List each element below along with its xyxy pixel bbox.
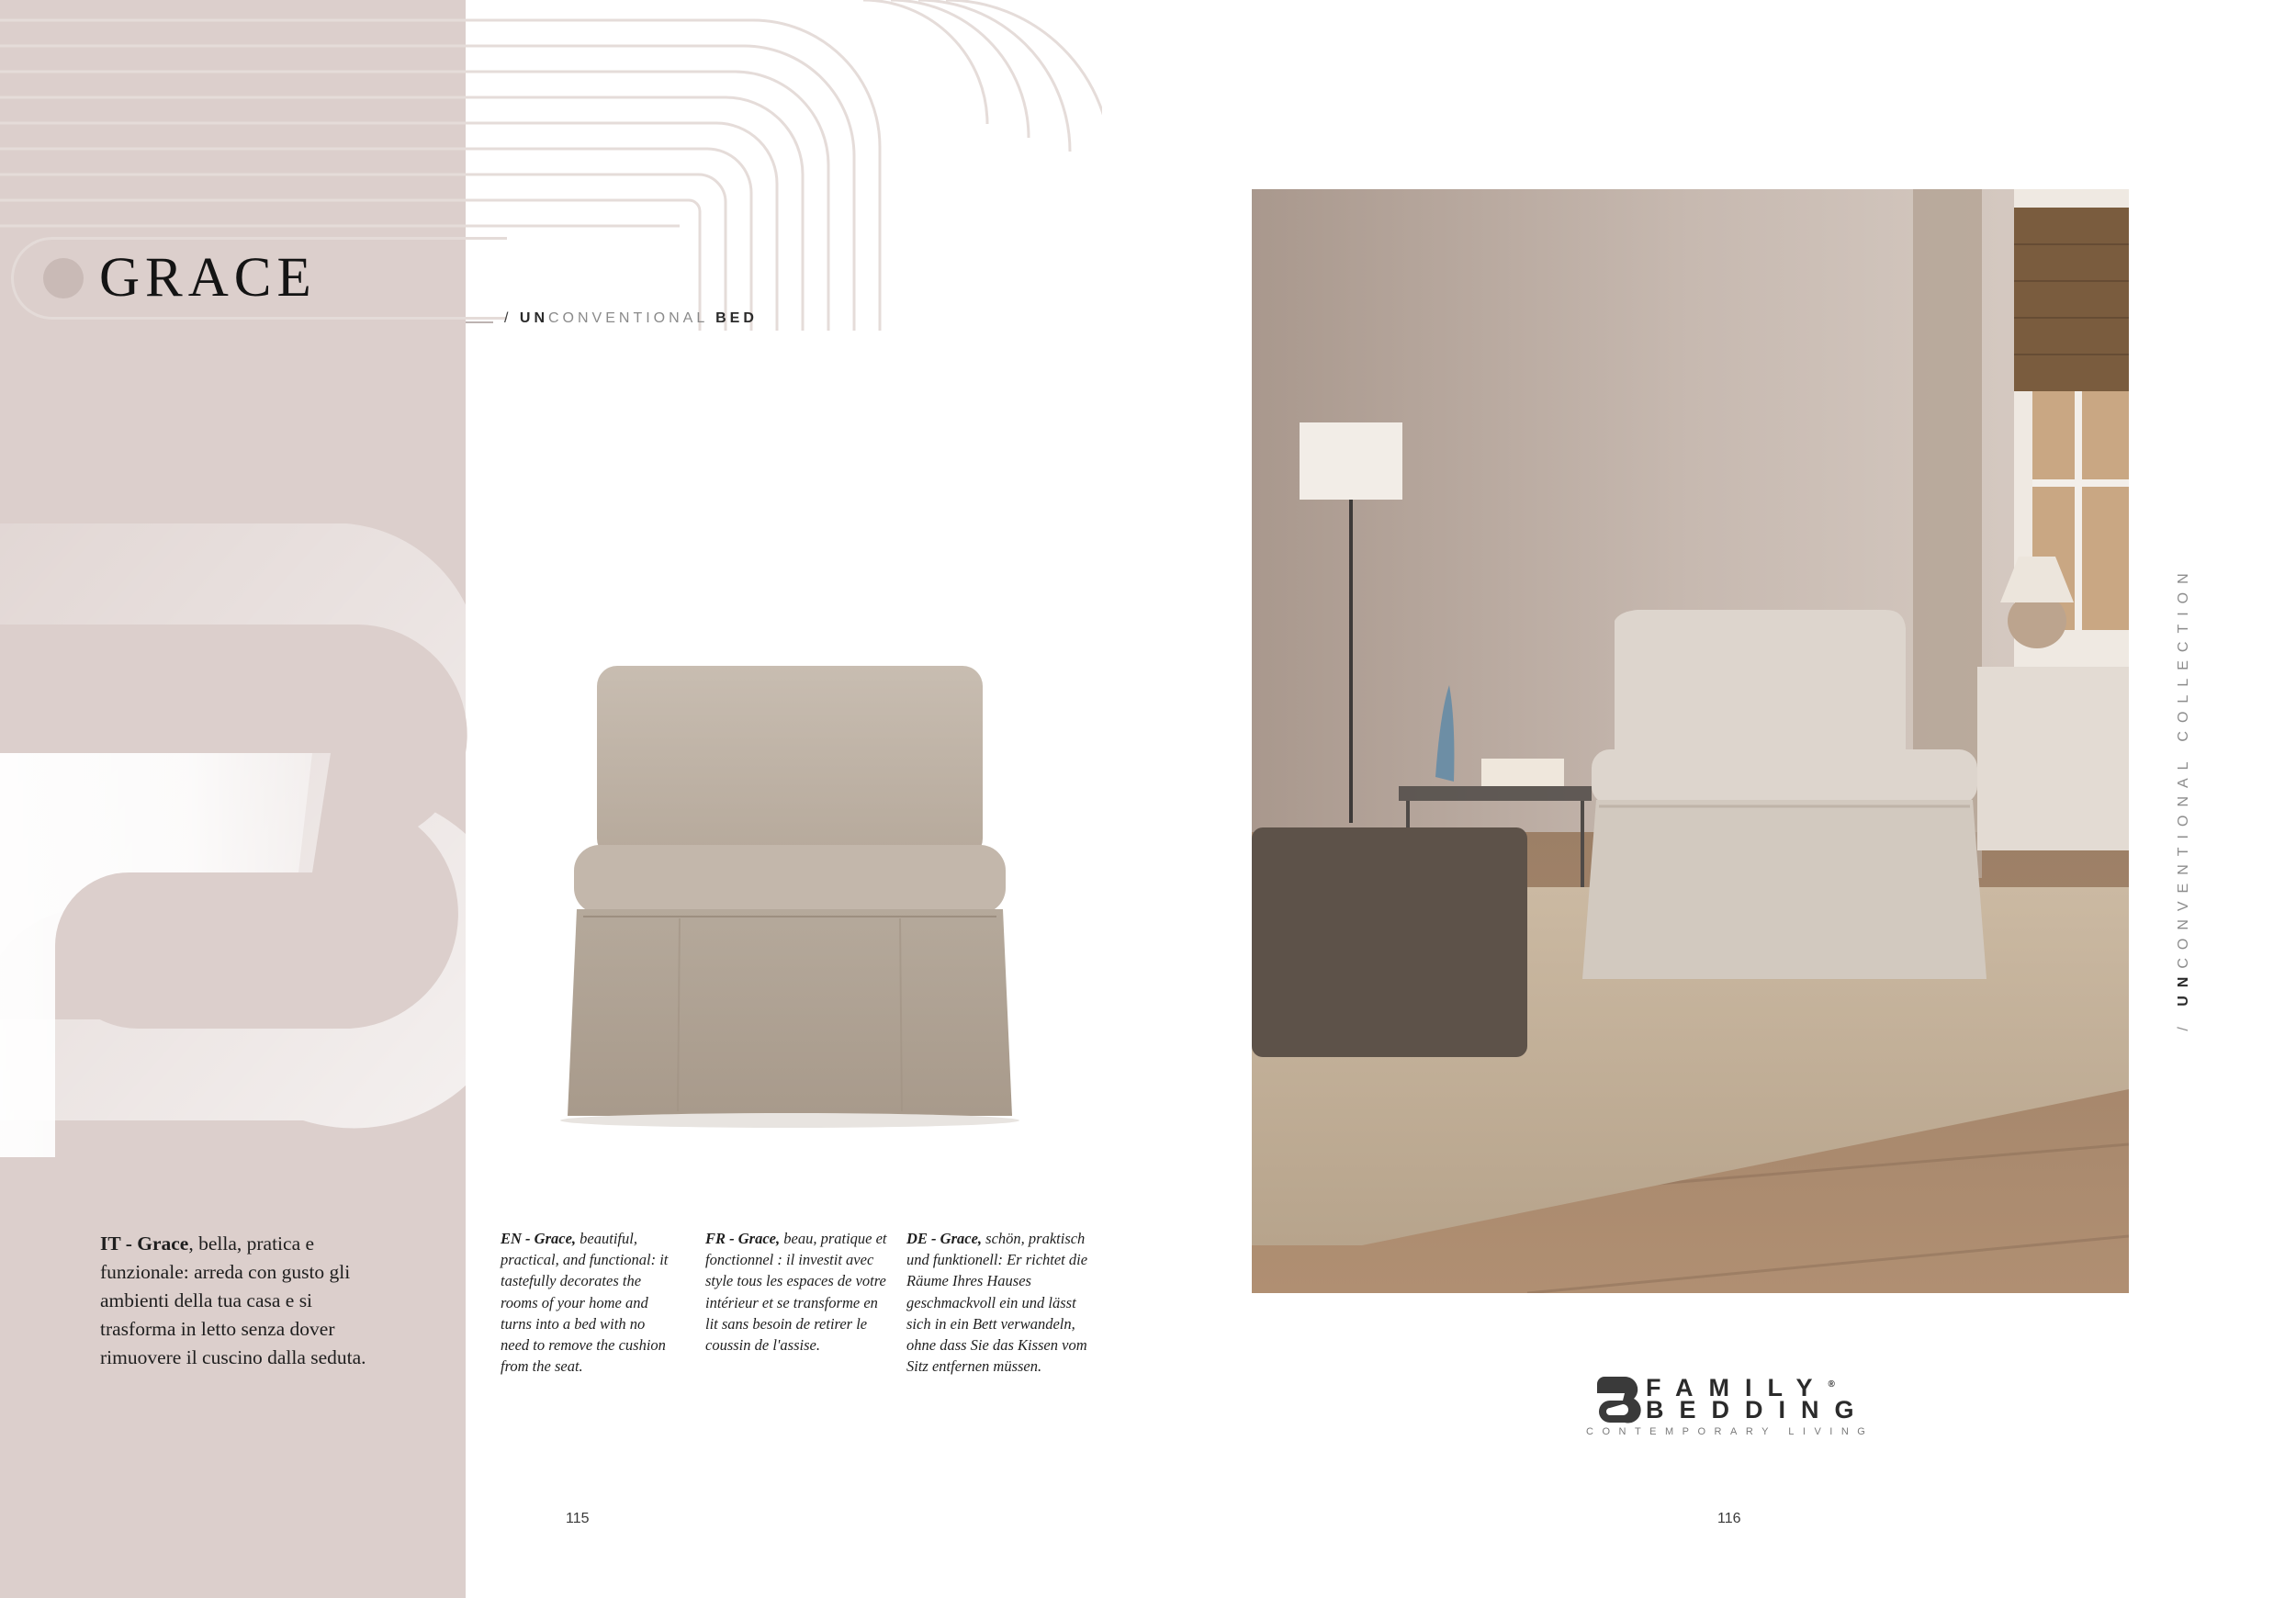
room-photo [1252, 189, 2129, 1293]
description-fr-text: beau, pratique et fonctionnel : il investit avec style tous les espaces de votre intérieur et se transforme en lit sans besoin de retirer le coussin de l'assise. [705, 1230, 887, 1355]
logo-bedding: BEDDING [1646, 1396, 1870, 1424]
description-fr-label: FR - Grace, [705, 1230, 781, 1247]
title-dot [43, 258, 84, 298]
page-number-left: 115 [566, 1511, 590, 1526]
description-it-label: IT - Grace [100, 1232, 189, 1255]
description-en-label: EN - Grace, [501, 1230, 577, 1247]
subtitle-conventional: CONVENTIONAL [548, 310, 708, 326]
description-en-text: beautiful, practical, and functional: it tastefully decorates the rooms of your home and turns into a bed with no need to remove the cushion from the seat. [501, 1230, 669, 1376]
vertical-label-rest: CONVENTIONAL COLLECTION [2176, 565, 2191, 969]
subtitle-un: UN [519, 310, 548, 326]
description-it [100, 1230, 376, 1372]
description-it-text: , bella, pratica e funzionale: arreda con gusto gli ambienti della tua casa e si trasforma in letto senza dover rimuovere il cuscino dalla seduta. [100, 1232, 366, 1368]
description-de-label: DE - Grace, [906, 1230, 983, 1247]
page-title: GRACE [99, 247, 317, 309]
vertical-label-slash: / [2176, 1006, 2191, 1031]
description-fr [705, 1228, 889, 1356]
description-en [501, 1228, 675, 1377]
subtitle [504, 310, 758, 327]
page-number-right: 116 [1717, 1511, 1741, 1526]
subtitle-slash: / [504, 310, 520, 326]
product-photo-armchair [542, 634, 1029, 1148]
vertical-label-text [2176, 523, 2192, 1074]
subtitle-bed: BED [715, 310, 758, 326]
description-de-text: schön, praktisch und funktionell: Er richtet die Räume Ihres Hauses geschmackvoll ein und lässt sich in ein Bett verwandeln, ohne dass Sie das Kissen vom Sitz entfernen müssen. [906, 1230, 1088, 1376]
description-de [906, 1228, 1090, 1377]
vertical-label-un: UN [2176, 968, 2191, 1007]
family-bedding-logo-mark [1593, 1375, 1647, 1426]
big-b-mark [0, 523, 468, 1157]
logo-registered: ® [1828, 1379, 1835, 1390]
vertical-collection-label [2175, 523, 2193, 1075]
logo-line1: FAMILY [1646, 1374, 1829, 1401]
logo-tagline: CONTEMPORARY LIVING [1586, 1426, 1874, 1437]
subtitle-dash [466, 321, 493, 323]
